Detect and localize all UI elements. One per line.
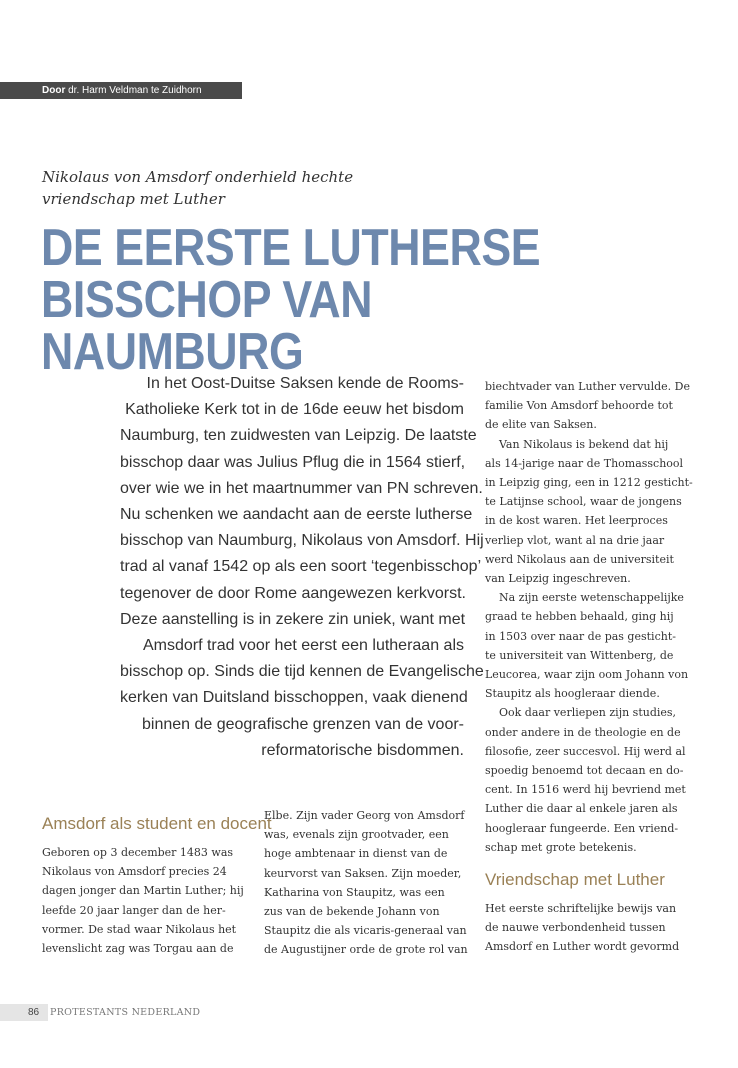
- intro-line: trad al vanaf 1542 op als een soort ‘tegenbisschop’: [120, 558, 482, 576]
- text-line: vormer. De stad waar Nikolaus het: [42, 922, 237, 936]
- byline-author: dr. Harm Veldman te Zuidhorn: [68, 85, 202, 96]
- section-heading: Amsdorf als student en docent: [42, 814, 272, 833]
- intro-line: tegenover de door Rome aangewezen kerkvorst.: [120, 584, 466, 602]
- footer-page-tab: [0, 1004, 48, 1021]
- intro-line: Naumburg, ten zuidwesten van Leipzig. De laatste: [120, 427, 477, 445]
- title-line: BISSCHOP VAN NAUMBURG: [41, 271, 373, 381]
- text-line: Katharina von Staupitz, was een: [264, 885, 445, 899]
- paragraph: [485, 588, 697, 703]
- paragraph: [485, 435, 697, 589]
- text-line: de Augustijner orde de grote rol van: [264, 943, 468, 957]
- text-line: Nikolaus von Amsdorf precies 24: [42, 865, 227, 879]
- magazine-name: PROTESTANTS NEDERLAND: [50, 1007, 201, 1018]
- text-line: zus van de bekende Johann von: [264, 905, 440, 919]
- text-line: verliep vlot, want al na drie jaar: [485, 533, 665, 547]
- text-line: keurvorst van Saksen. Zijn moeder,: [264, 866, 462, 880]
- text-line: Ook daar verliepen zijn studies,: [499, 706, 677, 720]
- text-line: Luther die daar al enkele jaren als: [485, 802, 678, 816]
- intro-paragraph: [120, 371, 484, 764]
- text-line: was, evenals zijn grootvader, een: [264, 828, 449, 842]
- text-line: als 14-jarige naar de Thomasschool: [485, 456, 684, 470]
- text-line: van Leipzig ingeschreven.: [485, 572, 631, 586]
- text-line: Geboren op 3 december 1483 was: [42, 846, 234, 859]
- text-line: levenslicht zag was Torgau aan de: [42, 942, 234, 956]
- author-byline: [0, 82, 242, 99]
- kicker-line: vriendschap met Luther: [42, 190, 225, 208]
- text-line: hoge ambtenaar in dienst van de: [264, 847, 448, 861]
- intro-line: reformatorische bisdommen.: [261, 741, 464, 759]
- text-line: Staupitz die als vicaris-generaal van: [264, 924, 467, 938]
- text-line: graad te hebben behaald, ging hij: [485, 610, 674, 624]
- intro-line: bisschop van Naumburg, Nikolaus von Amsdorf. Hij: [120, 532, 484, 550]
- text-line: onder andere in de theologie en de: [485, 725, 681, 739]
- text-line: cent. In 1516 werd hij bevriend met: [485, 783, 686, 797]
- text-line: schap met grote betekenis.: [485, 840, 637, 854]
- text-line: in 1503 over naar de pas gesticht-: [485, 629, 676, 643]
- intro-line: In het Oost-Duitse Saksen kende de Rooms-: [146, 375, 464, 392]
- column-middle: [264, 806, 474, 960]
- text-line: Staupitz als hoogleraar diende.: [485, 687, 660, 701]
- column-right-continued: [485, 899, 697, 957]
- article-title: [41, 219, 626, 381]
- text-line: biechtvader van Luther vervulde. De: [485, 380, 690, 393]
- text-line: leefde 20 jaar langer dan de her-: [42, 903, 226, 917]
- text-line: dagen jonger dan Martin Luther; hij: [42, 884, 244, 898]
- intro-line: Deze aanstelling is in zekere zin uniek, want met: [120, 610, 466, 628]
- column-left: [42, 843, 242, 958]
- paragraph: [485, 703, 697, 857]
- byline-prefix: Door: [42, 85, 66, 96]
- intro-line: Amsdorf trad voor het eerst een lutheraan als: [142, 637, 464, 655]
- text-line: filosofie, zeer succesvol. Hij werd al: [485, 744, 686, 758]
- text-line: in de kost waren. Het leerproces: [485, 514, 668, 528]
- text-line: Leucorea, waar zijn oom Johann von: [485, 668, 689, 682]
- intro-line: binnen de geografische grenzen van de voor-: [142, 715, 464, 733]
- paragraph: [485, 377, 697, 435]
- intro-line: bisschop daar was Julius Pflug die in 1564 stierf,: [120, 453, 466, 471]
- text-line: Het eerste schriftelijke bewijs van: [485, 902, 677, 915]
- section-heading: Vriendschap met Luther: [485, 870, 665, 889]
- text-line: de elite van Saksen.: [485, 418, 597, 432]
- text-line: Elbe. Zijn vader Georg von Amsdorf: [264, 809, 465, 822]
- text-line: de nauwe verbondenheid tussen: [485, 921, 666, 935]
- intro-line: Nu schenken we aandacht aan de eerste lutherse: [120, 506, 473, 524]
- text-line: hoogleraar fungeerde. Een vriend-: [485, 821, 679, 835]
- title-line: DE EERSTE LUTHERSE: [41, 219, 541, 277]
- column-right: [485, 377, 697, 857]
- intro-line: bisschop op. Sinds die tijd kennen de Evangelische: [120, 663, 484, 681]
- intro-line: Katholieke Kerk tot in de 16de eeuw het bisdom: [125, 401, 464, 419]
- text-line: Van Nikolaus is bekend dat hij: [499, 437, 669, 451]
- text-line: werd Nikolaus aan de universiteit: [485, 552, 674, 566]
- page-number: 86: [28, 1007, 40, 1018]
- text-line: Amsdorf en Luther wordt gevormd: [485, 940, 680, 954]
- intro-line: kerken van Duitsland bisschoppen, vaak dienend: [120, 689, 468, 707]
- text-line: spoedig benoemd tot decaan en do-: [485, 764, 684, 778]
- intro-line: over wie we in het maartnummer van PN schreven.: [120, 479, 483, 497]
- kicker-line: Nikolaus von Amsdorf onderhield hechte: [42, 168, 354, 186]
- text-line: Na zijn eerste wetenschappelijke: [499, 591, 684, 605]
- text-line: familie Von Amsdorf behoorde tot: [485, 399, 673, 413]
- text-line: in Leipzig ging, een in 1212 gesticht-: [485, 476, 693, 490]
- text-line: te Latijnse school, waar de jongens: [485, 495, 682, 509]
- article-kicker: [42, 166, 382, 210]
- text-line: te universiteit van Wittenberg, de: [485, 648, 674, 662]
